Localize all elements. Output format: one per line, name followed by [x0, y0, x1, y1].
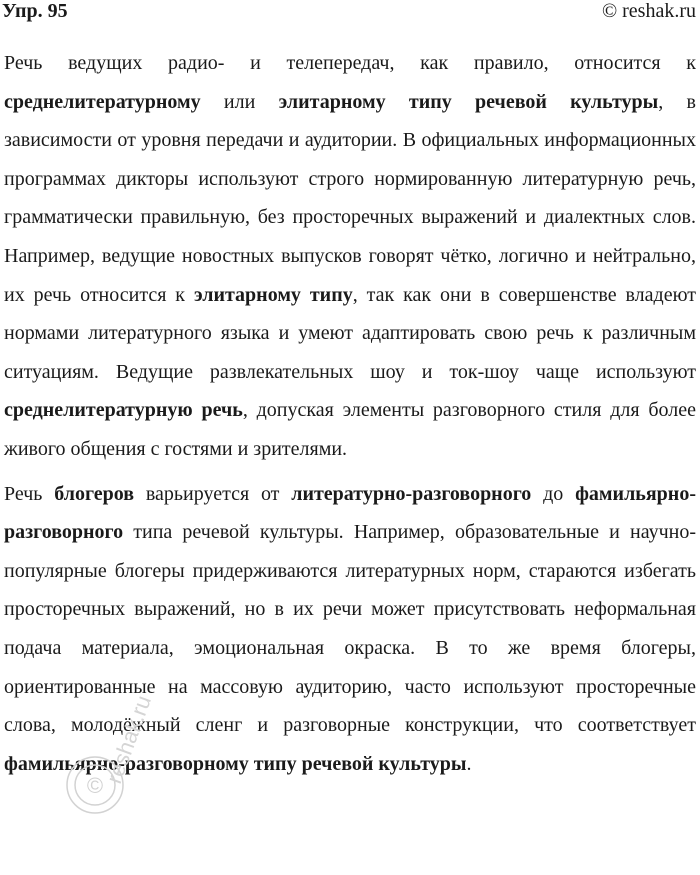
- text-run: .: [466, 752, 472, 775]
- text-run: Речь: [4, 482, 55, 505]
- text-run: варьируется от: [134, 482, 292, 505]
- text-run: типа речевой культуры. Например, образовательные и научно-популярные блогеры придерживаются литературных норм, стараются избегать просторечных выражений, но в их речи может присутствовать неформальная подача материала, эмоциональная окраска. В то же время блогеры, ориентированные на массовую аудиторию, часто используют просторечные слова, молодёжный сленг и разговорные конструкции, что соответствует: [4, 521, 696, 737]
- exercise-title: Упр. 95: [2, 0, 68, 22]
- bold-term: блогеров: [54, 482, 135, 505]
- text-run: , допуская элементы разговорного стиля для более живого общения с гостями и зрителями.: [4, 399, 696, 460]
- bold-term: среднелитературную речь: [4, 399, 243, 422]
- answer-text: [4, 44, 696, 783]
- text-run: или: [200, 90, 279, 113]
- bold-term: элитарному типу: [193, 283, 353, 306]
- page-header: [0, 0, 700, 28]
- bold-term: фамильярно-разговорному типу речевой культуры: [4, 752, 467, 775]
- text-run: до: [531, 482, 576, 505]
- bold-term: элитарному типу речевой культуры: [278, 90, 659, 113]
- text-run: , в зависимости от уровня передачи и аудитории. В официальных информационных программах дикторы используют строго нормированную литературную речь, грамматически правильную, без просторечных выражений и диалектных слов. Например, ведущие новостных выпусков говорят чётко, логично и нейтрально, их речь относится к: [4, 90, 696, 306]
- copyright-notice: © reshak.ru: [601, 0, 696, 22]
- watermark-text: reshak.ru: [101, 691, 157, 787]
- text-run: , так как они в совершенстве владеют нормами литературного языка и умеют адаптировать свою речь к различным ситуациям. Ведущие развлекательных шоу и ток-шоу чаще используют: [4, 283, 697, 383]
- svg-text:©: ©: [86, 773, 104, 798]
- bold-term: литературно-разговорного: [291, 482, 532, 505]
- paragraph: [4, 475, 696, 784]
- bold-term: фамильярно-разговорного: [4, 482, 696, 544]
- bold-term: среднелитературному: [4, 90, 201, 113]
- paragraph: [4, 44, 696, 469]
- text-run: Речь ведущих радио- и телепередач, как правило, относится к: [4, 52, 696, 74]
